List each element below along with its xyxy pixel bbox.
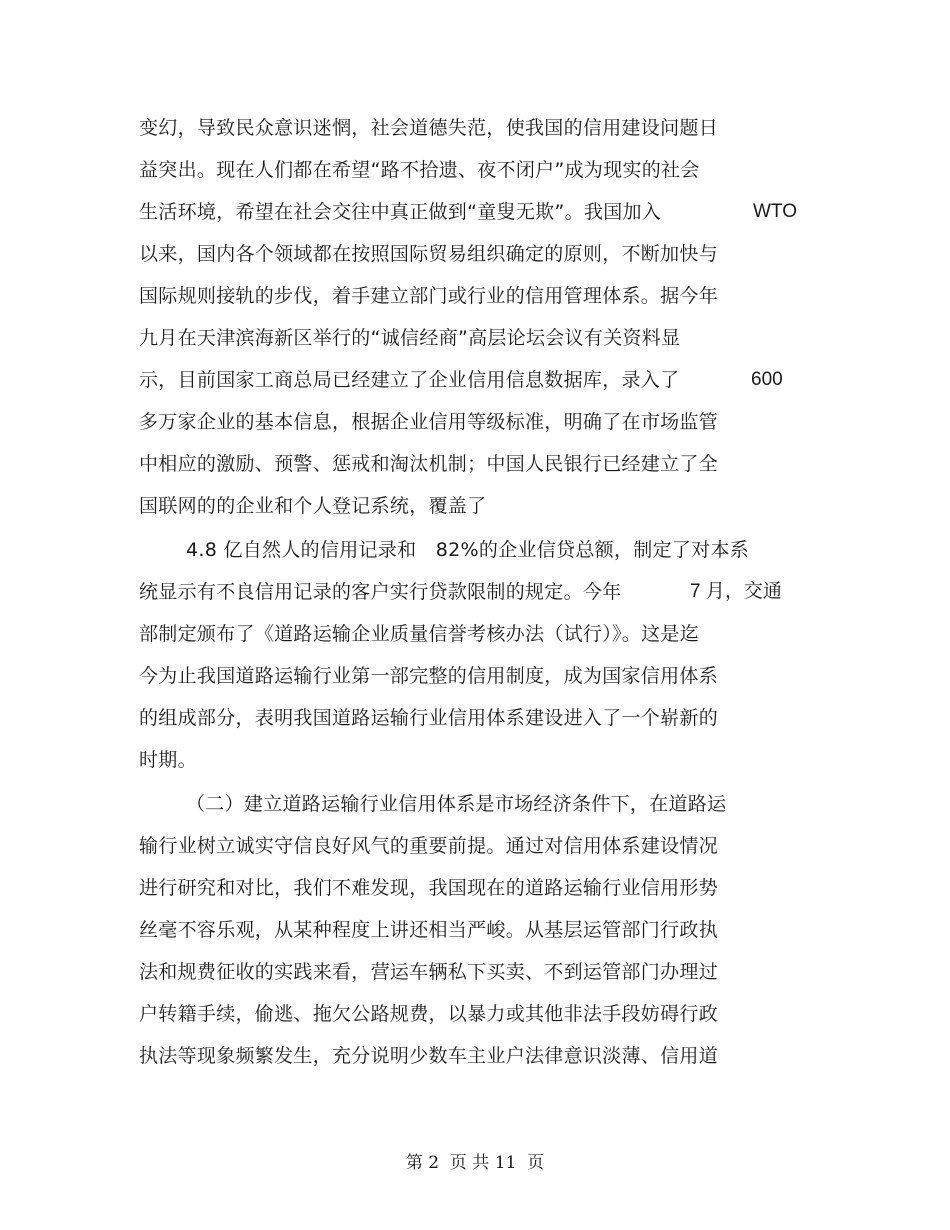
body-line: 法和规费征收的实践来看，营运车辆私下买卖、不到运管部门办理过	[139, 961, 719, 983]
body-line: 输行业树立诚实守信良好风气的重要前提。通过对信用体系建设情况	[139, 835, 719, 857]
body-line-tail: WTO	[753, 201, 797, 222]
body-line: 4.8 亿自然人的信用记录和 82%的企业信贷总额，制定了对本系	[186, 539, 750, 561]
body-line: 丝毫不容乐观，从某种程度上讲还相当严峻。从基层运管部门行政执	[139, 919, 719, 941]
body-line: 的组成部分，表明我国道路运输行业信用体系建设进入了一个崭新的	[139, 707, 719, 729]
body-line: 今为止我国道路运输行业第一部完整的信用制度，成为国家信用体系	[139, 665, 719, 687]
body-line: 中相应的激励、预警、惩戒和淘汰机制；中国人民银行已经建立了全	[139, 453, 719, 475]
body-line: 变幻，导致民众意识迷惘，社会道德失范，使我国的信用建设问题日	[139, 117, 719, 139]
body-line: 以来，国内各个领域都在按照国际贸易组织确定的原则，不断加快与	[139, 243, 719, 265]
body-line: 国联网的的企业和个人登记系统，覆盖了	[139, 495, 487, 517]
body-line: 九月在天津滨海新区举行的“诚信经商”高层论坛会议有关资料显	[139, 327, 681, 349]
body-line-tail: 7 月，交通	[690, 581, 782, 602]
body-line: 进行研究和对比，我们不难发现，我国现在的道路运输行业信用形势	[139, 877, 719, 899]
body-line-tail: 600	[751, 369, 783, 390]
body-line: 时期。	[139, 749, 197, 771]
body-line: 多万家企业的基本信息，根据企业信用等级标准，明确了在市场监管	[139, 411, 719, 433]
body-line: 示，目前国家工商总局已经建立了企业信用信息数据库，录入了	[139, 369, 680, 391]
body-line: 统显示有不良信用记录的客户实行贷款限制的规定。今年	[139, 581, 622, 603]
body-line: 益突出。现在人们都在希望“路不拾遗、夜不闭户”成为现实的社会	[139, 159, 700, 181]
body-line: 执法等现象频繁发生，充分说明少数车主业户法律意识淡薄、信用道	[139, 1045, 719, 1067]
body-line: 国际规则接轨的步伐，着手建立部门或行业的信用管理体系。据今年	[139, 285, 719, 307]
page-number-footer: 第 2 页 共 11 页	[405, 1153, 545, 1173]
body-line: 部制定颁布了《道路运输企业质量信誉考核办法（试行）》。这是迄	[139, 623, 700, 645]
body-line: （二）建立道路运输行业信用体系是市场经济条件下，在道路运	[186, 793, 727, 815]
body-line: 生活环境，希望在社会交往中真正做到“童叟无欺”。我国加入	[139, 201, 662, 223]
body-line: 户转籍手续，偷逃、拖欠公路规费，以暴力或其他非法手段妨碍行政	[139, 1003, 719, 1025]
